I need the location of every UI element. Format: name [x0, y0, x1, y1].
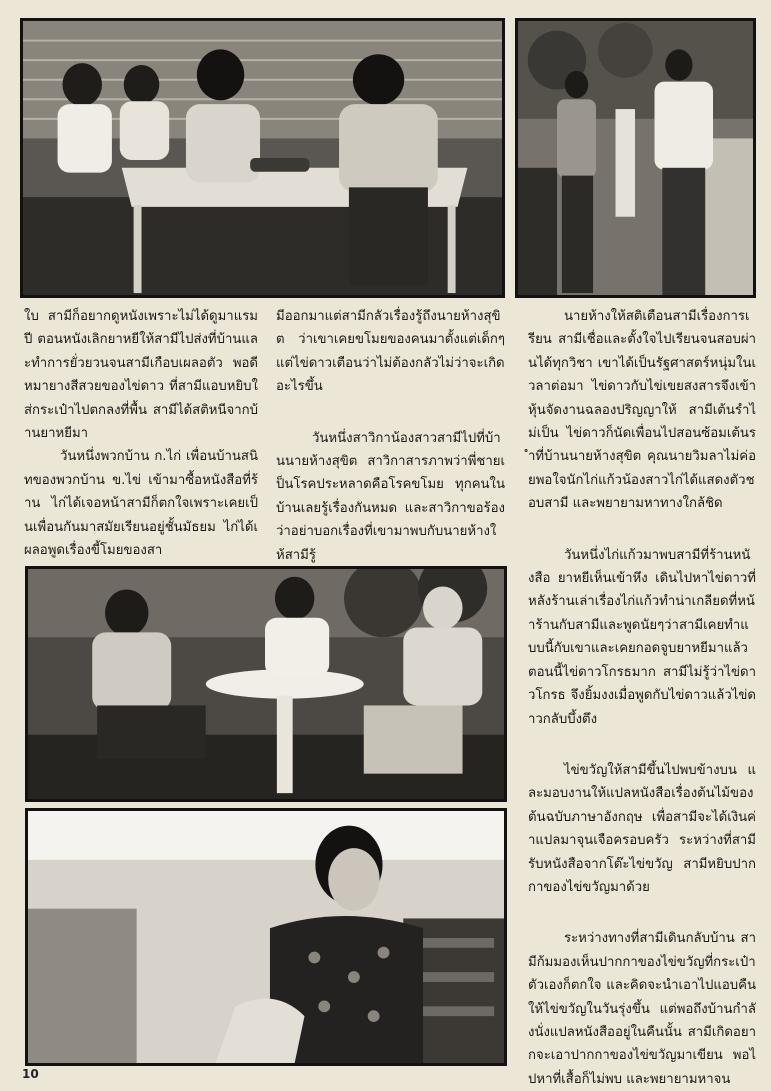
garden-scene-image	[28, 569, 504, 799]
paragraph: วันหนึ่งพวกบ้าน ก.ไก่ เพื่อนบ้านสนิทของพวกบ้าน ข.ไข่ เข้ามาซื้อหนังสือที่ร้าน ไก่ได้เจอหน้าสามีก็ตกใจเพราะเคยเป็นเพื่อนกันมาสมัยเรียนอยู่ชั้นมัธยม ไก่ได้เผลอพูดเรื่องขี้โมยของสา	[24, 449, 258, 559]
paragraph: ระหว่างทางที่สามีเดินกลับบ้าน สามีก้มมองเห็นปากกาของไข่ขวัญที่กระเป๋าตัวเองก็ตกใจ และคิดจะนำเอาไปแอบคืนให้ไข่ขวัญในวันรุ่งขึ้น แต่พอถึงบ้านกำลังนั่งแปลหนังสืออยู่ในคืนนั้น สามีเกิดอยากจะเอาปากกาของไข่ขวัญมาเขียน พอไปหาที่เสื้อก็ไม่พบ และพยายามหาจน	[528, 931, 756, 1087]
photo-garden-scene	[25, 566, 507, 802]
paragraph: วันหนึ่งไก่แก้วมาพบสามีที่ร้านหนังสือ ยาหยีเห็นเข้าหึง เดินไปหาไข่ดาวที่หลังร้านเล่าเรื่องไก่แก้วทำน่าเกลียดที่หน้าร้านกับสามีและพูดนัยๆว่าสามีเคยทำแบบนี้กับเขาและเคยกอดจูบยาหยีมาแล้ว ตอนนี้ไข่ดาวโกรธมาก สามีไม่รู้ว่าไข่ดาวโกรธ จึงยิ้มงงเมื่อพูดกับไข่ดาวแล้วไข่ดาวกลับบึ้งตึง	[528, 547, 756, 727]
street-scene-image	[518, 21, 753, 295]
page-number: 10	[22, 1067, 39, 1081]
paragraph: วันหนึ่งสาวิกาน้องสาวสามีไปที่บ้านนายห้างสุขิต สาวิกาสารภาพว่าพี่ชายเป็นโรคประหลาดคือโรคขโมย ทุกคนในบ้านเลยรู้เรื่องกันหมด และสาวิกาขอร้องว่าอย่าบอกเรื่องที่เขามาพบกับนายห้างให้สามีรู้	[276, 430, 505, 563]
photo-woman-portrait	[25, 808, 507, 1066]
cafe-scene-image	[23, 21, 502, 295]
text-column-middle	[276, 305, 505, 567]
paragraph: ใบ สามีก็อยากดูหนังเพราะไม่ได้ดูมาแรมปี ตอนหนังเลิกยาหยีให้สามีไปส่งที่บ้านและทำการยั่วยวนจนสามีเกือบเผลอตัว พอดีหมายางสีสวยของไข่ดาว ที่สามีแอบหยิบใส่กระเป๋าไปตกลงที่พื้น สามีได้สติหนีจากบ้านยาหยีมา	[24, 309, 258, 442]
photo-cafe-scene	[20, 18, 505, 298]
text-column-left	[24, 305, 258, 562]
photo-street-scene	[515, 18, 756, 298]
woman-portrait-image	[28, 811, 504, 1063]
text-column-right	[528, 305, 756, 1091]
paragraph: มีออกมาแต่สามีกลัวเรื่องรู้ถึงนายห้างสุขิต ว่าเขาเคยขโมยของคนมาตั้งแต่เด็กๆ แต่ไข่ดาวเตือนว่าไม่ต้องกลัวไม่ว่าจะเกิดอะไรขึ้น	[276, 309, 505, 395]
paragraph: นายห้างให้สติเตือนสามีเรื่องการเรียน สามีเชื่อและตั้งใจไปเรียนจนสอบผ่านได้ทุกวิชา เขาได้เป็นรัฐศาสตร์หนุ่มในเวลาต่อมา ไข่ดาวกับไข่เขยสงสารจึงเข้าหุ้นจัดงานฉลองปริญญาให้ สามีเต้นรำไม่เป็น ไข่ดาวก็นัดเพื่อนไปสอนซ้อมเต้นรำที่บ้านนายห้างสุขิต คุณนายวิมลาไม่ค่อยพอใจนักไก่แก้วน้องสาวไก่ได้แสดงตัวชอบสามี และพยายามหาทางใกล้ชิด	[528, 309, 756, 512]
paragraph: ไข่ขวัญให้สามีขึ้นไปพบข้างบน และมอบงานให้แปลหนังสือเรื่องต้นไม้ของต้นฉบับภาษาอังกฤษ เพื่อสามีจะได้เงินค่าแปลมาจุนเจือครอบครัว ระหว่างที่สามีรับหนังสือจากโต๊ะไข่ขวัญ สามีหยิบปากกาของไข่ขวัญมาด้วย	[528, 762, 756, 895]
